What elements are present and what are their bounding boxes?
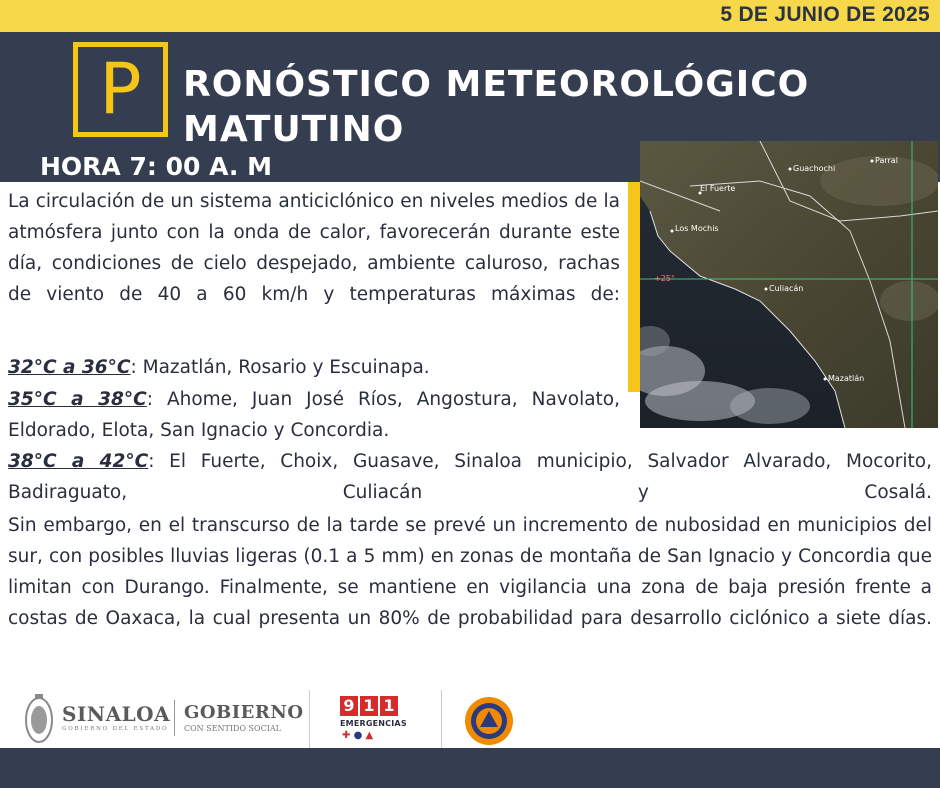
footer-separator (309, 690, 310, 748)
range-2-line (8, 384, 620, 446)
range-1-text: : Mazatlán, Rosario y Escuinapa. (130, 357, 430, 378)
date-label: 5 DE JUNIO DE 2025 (720, 3, 930, 26)
footer-separator (441, 690, 442, 748)
closing-paragraph: Sin embargo, en el transcurso de la tarde se prevé un incremento de nubosidad en municipios del sur, con posibles lluvias ligeras (0.1 a 5 mm) en zonas de montaña de San Ignacio y Concordia que limitan con Durango. Finalmente, se mantiene en vigilancia una zona de baja presión frente a costas de Oaxaca, la cual presenta un 80% de probabilidad para desarrollo ciclónico a siete días. (8, 515, 932, 629)
police-icon: ● (353, 730, 363, 741)
page-title (183, 62, 809, 152)
footer-logos (24, 688, 524, 748)
title-line-1: RONÓSTICO METEOROLÓGICO (183, 64, 810, 105)
footer-band (0, 748, 940, 788)
map-label-el-fuerte: El Fuerte (700, 184, 736, 193)
government-name: GOBIERNO (184, 702, 304, 723)
top-banner (0, 0, 940, 32)
range-3-text: : El Fuerte, Choix, Guasave, Sinaloa municipio, Salvador Alvarado, Mocorito, Badiraguato, Culiacán y Cosalá. (8, 451, 932, 503)
range-3-label: 38°C a 42°C (8, 451, 149, 472)
map-label-guachochi: Guachochi (793, 164, 836, 173)
emergency-digit-box: 1 (380, 696, 398, 716)
state-seal-icon (24, 692, 54, 746)
hour-label: HORA 7: 00 A. M (40, 152, 272, 181)
range-2-label: 35°C a 38°C (8, 389, 147, 410)
fire-icon: ▲ (365, 730, 374, 741)
state-name: SINALOA (62, 702, 171, 726)
emergency-911-logo (340, 696, 398, 716)
range-3-line (8, 446, 932, 508)
state-subtitle: GOBIERNO DEL ESTADO (62, 726, 169, 732)
emergency-digit-box: 9 (340, 696, 358, 716)
map-label-latitude: +25° (654, 274, 675, 283)
satellite-map (640, 141, 938, 428)
government-slogan: CON SENTIDO SOCIAL (184, 724, 281, 733)
map-label-parral: Parral (875, 156, 898, 165)
emergency-label: EMERGENCIAS (340, 719, 407, 728)
map-label-los-mochis: Los Mochis (675, 224, 719, 233)
intro-paragraph: La circulación de un sistema anticiclónico en niveles medios de la atmósfera junto con la onda de calor, favorecerán durante este día, condiciones de cielo despejado, ambiente caluroso, rachas de viento de 40 a 60 km/h y temperaturas máximas de: (8, 191, 620, 305)
range-1-line (8, 352, 620, 383)
logo-divider (174, 700, 175, 736)
title-initial: P (99, 48, 142, 130)
map-label-mazatlan: Mazatlán (828, 374, 865, 383)
range-2-text: : Ahome, Juan José Ríos, Angostura, Navolato, Eldorado, Elota, San Ignacio y Concordia. (8, 389, 621, 441)
range-1-label: 32°C a 36°C (8, 357, 131, 378)
civil-protection-icon (464, 696, 514, 746)
map-label-culiacan: Culiacán (769, 284, 804, 293)
title-line-2: MATUTINO (183, 109, 405, 150)
title-initial-box (73, 42, 168, 137)
medical-cross-icon: ✚ ● ▲ (342, 730, 374, 741)
emergency-digit-box: 1 (360, 696, 378, 716)
